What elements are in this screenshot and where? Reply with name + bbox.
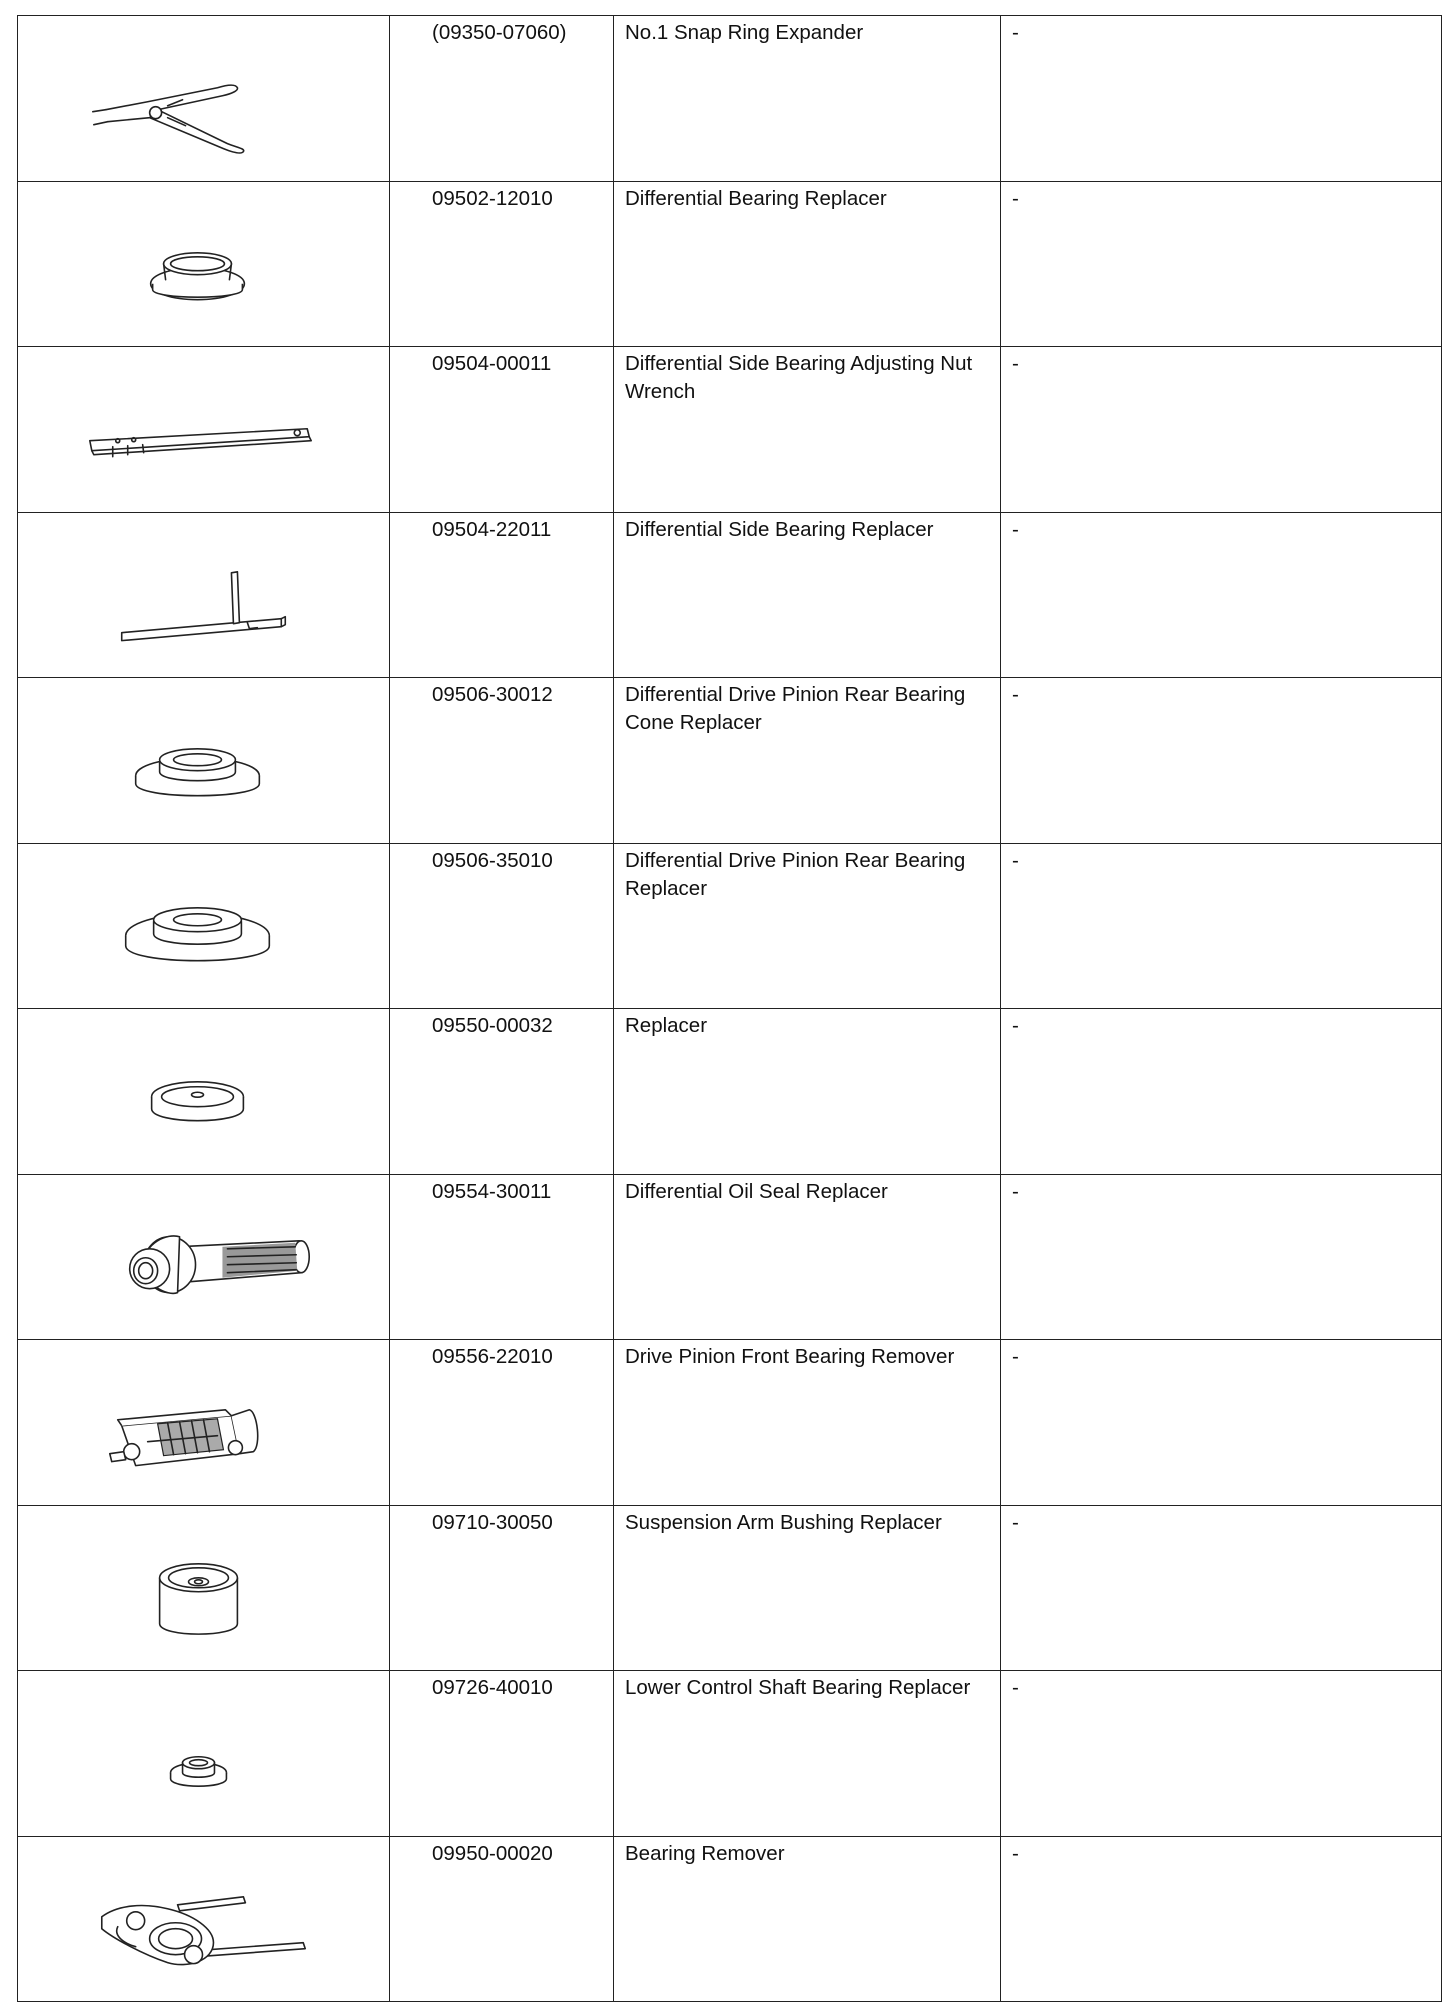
tool-illustration [18, 1009, 390, 1175]
special-tools-table [17, 15, 1442, 2002]
bearing-cone-replacer-icon [18, 678, 389, 843]
table-row [18, 181, 1442, 347]
table-row [18, 843, 1442, 1009]
part-number: 09504-22011 [390, 512, 614, 678]
part-number: 09506-35010 [390, 843, 614, 1009]
tool-name: Differential Side Bearing Replacer [614, 512, 1001, 678]
tool-illustration [18, 843, 390, 1009]
table-row [18, 16, 1442, 182]
tool-note: - [1001, 512, 1442, 678]
tool-illustration [18, 1340, 390, 1506]
part-number: 09554-30011 [390, 1174, 614, 1340]
part-number: 09550-00032 [390, 1009, 614, 1175]
front-bearing-remover-icon [18, 1340, 389, 1505]
part-number: 09950-00020 [390, 1836, 614, 2002]
tool-name: Differential Oil Seal Replacer [614, 1174, 1001, 1340]
side-bearing-replacer-icon [18, 513, 389, 678]
oil-seal-replacer-icon [18, 1175, 389, 1340]
tool-illustration [18, 678, 390, 844]
adjusting-nut-wrench-icon [18, 347, 389, 512]
tool-note: - [1001, 1340, 1442, 1506]
table-row [18, 1836, 1442, 2002]
table-row [18, 1505, 1442, 1671]
tool-illustration [18, 1671, 390, 1837]
rear-bearing-replacer-icon [18, 844, 389, 1009]
tool-note: - [1001, 1505, 1442, 1671]
part-number: 09502-12010 [390, 181, 614, 347]
tool-name: Drive Pinion Front Bearing Remover [614, 1340, 1001, 1506]
part-number: 09726-40010 [390, 1671, 614, 1837]
part-number: 09710-30050 [390, 1505, 614, 1671]
tool-note: - [1001, 181, 1442, 347]
bearing-remover-icon [18, 1837, 389, 2002]
bearing-replacer-ring-icon [18, 182, 389, 347]
tool-note: - [1001, 16, 1442, 182]
tool-note: - [1001, 347, 1442, 513]
tool-name: Differential Bearing Replacer [614, 181, 1001, 347]
tool-name: Differential Drive Pinion Rear Bearing Replacer [614, 843, 1001, 1009]
tool-note: - [1001, 678, 1442, 844]
table-row [18, 1340, 1442, 1506]
replacer-disc-icon [18, 1009, 389, 1174]
tool-name: Lower Control Shaft Bearing Replacer [614, 1671, 1001, 1837]
part-number: 09506-30012 [390, 678, 614, 844]
tool-illustration [18, 1836, 390, 2002]
tool-note: - [1001, 1671, 1442, 1837]
table-row [18, 1174, 1442, 1340]
tool-name: Bearing Remover [614, 1836, 1001, 2002]
tool-name: Differential Drive Pinion Rear Bearing Cone Replacer [614, 678, 1001, 844]
tool-note: - [1001, 1836, 1442, 2002]
tool-name: Replacer [614, 1009, 1001, 1175]
table-row [18, 512, 1442, 678]
table-row [18, 1009, 1442, 1175]
part-number: 09504-00011 [390, 347, 614, 513]
tool-illustration [18, 16, 390, 182]
tool-name: Suspension Arm Bushing Replacer [614, 1505, 1001, 1671]
tool-name: Differential Side Bearing Adjusting Nut Wrench [614, 347, 1001, 513]
tool-note: - [1001, 1174, 1442, 1340]
table-row [18, 678, 1442, 844]
tool-illustration [18, 1505, 390, 1671]
tool-illustration [18, 181, 390, 347]
shaft-bearing-replacer-icon [18, 1671, 389, 1836]
tool-note: - [1001, 1009, 1442, 1175]
bushing-replacer-cup-icon [18, 1506, 389, 1671]
part-number: 09556-22010 [390, 1340, 614, 1506]
snap-ring-expander-icon [18, 16, 389, 181]
tool-note: - [1001, 843, 1442, 1009]
table-row [18, 347, 1442, 513]
tool-illustration [18, 1174, 390, 1340]
part-number: (09350-07060) [390, 16, 614, 182]
tool-illustration [18, 347, 390, 513]
table-row [18, 1671, 1442, 1837]
tool-name: No.1 Snap Ring Expander [614, 16, 1001, 182]
tool-illustration [18, 512, 390, 678]
